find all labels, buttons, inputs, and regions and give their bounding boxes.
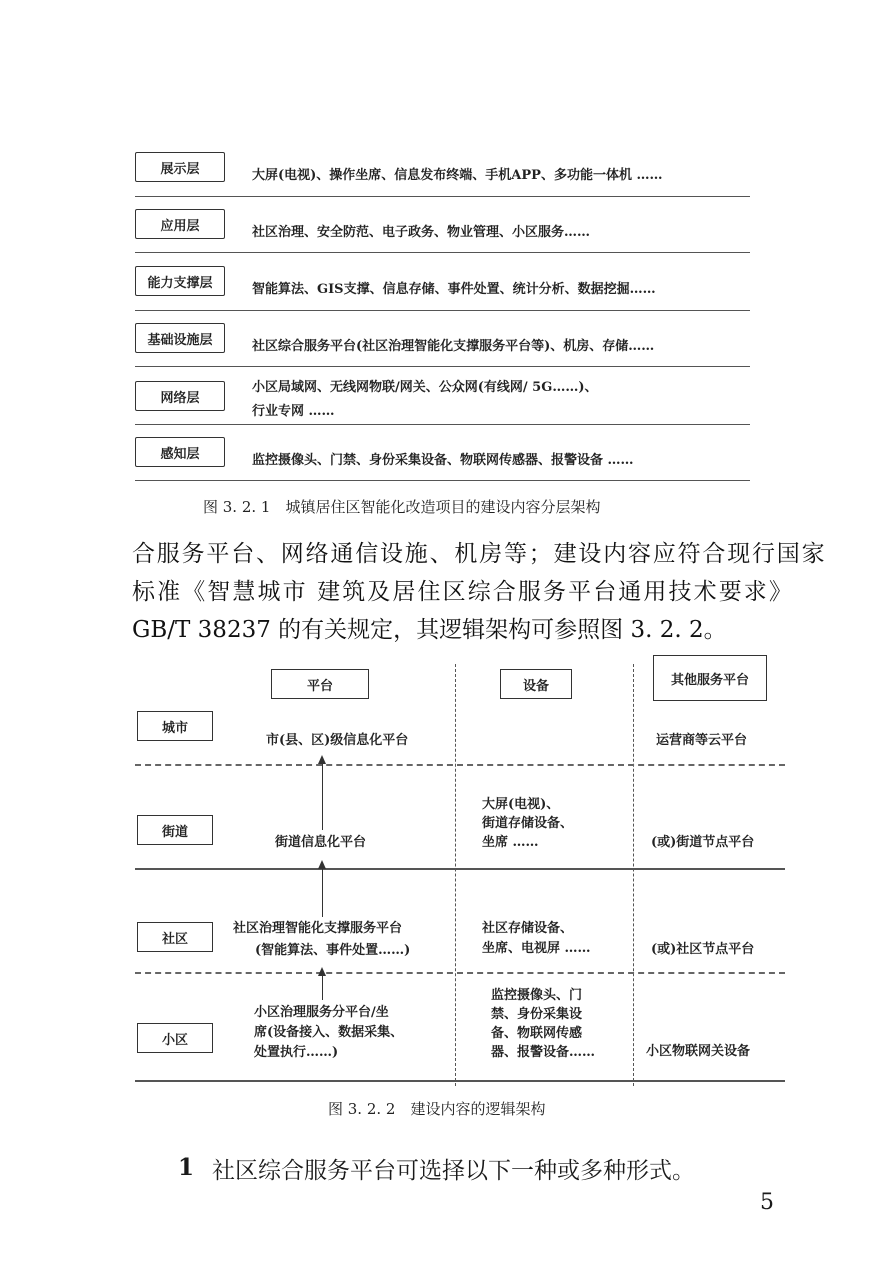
divider [135, 310, 750, 311]
layer-label-presentation: 展示层 [135, 152, 225, 182]
column-divider [455, 664, 456, 1086]
arrow-shaft [322, 762, 323, 830]
arrow-up-icon [318, 755, 326, 764]
platform-city: 市(县、区)级信息化平台 [266, 733, 409, 748]
layer-content-infrastructure: 社区综合服务平台(社区治理智能化支撑服务平台等)、机房、存储…… [252, 339, 655, 354]
arrow-shaft [322, 974, 323, 1000]
device-estate-line3: 备、物联网传感 [491, 1026, 583, 1041]
device-community-line1: 社区存储设备、 [482, 921, 574, 936]
layer-label-infrastructure: 基础设施层 [135, 323, 225, 353]
device-street-line2: 街道存储设备、 [482, 816, 574, 831]
arrow-shaft [322, 867, 323, 917]
platform-street: 街道信息化平台 [275, 835, 367, 850]
header-platform: 平台 [271, 669, 369, 699]
layer-content-network-line1: 小区局域网、无线网物联/网关、公众网(有线网/ 5G……)、 [252, 380, 598, 395]
layer-label-capability: 能力支撑层 [135, 266, 225, 296]
layer-content-presentation: 大屏(电视)、操作坐席、信息发布终端、手机APP、多功能一体机 …… [252, 168, 663, 183]
device-street-line1: 大屏(电视)、 [482, 797, 560, 812]
layer-content-sensing: 监控摄像头、门禁、身份采集设备、物联网传感器、报警设备 …… [252, 453, 634, 468]
other-street: (或)街道节点平台 [651, 835, 755, 850]
divider [135, 480, 750, 481]
header-other-platforms: 其他服务平台 [653, 655, 767, 701]
layer-label-sensing: 感知层 [135, 437, 225, 467]
row-divider [135, 868, 785, 870]
other-city: 运营商等云平台 [656, 733, 748, 748]
paragraph-line: 合服务平台、网络通信设施、机房等；建设内容应符合现行国家 [132, 541, 827, 567]
layer-label-application: 应用层 [135, 209, 225, 239]
level-city: 城市 [137, 711, 213, 741]
arrow-up-icon [318, 860, 326, 869]
divider [135, 424, 750, 425]
device-estate-line1: 监控摄像头、门 [491, 988, 583, 1003]
page-number: 5 [760, 1190, 774, 1215]
figure-caption-2: 图 3. 2. 2 建设内容的逻辑架构 [328, 1100, 546, 1118]
divider [135, 252, 750, 253]
other-community: (或)社区节点平台 [651, 942, 755, 957]
divider [135, 366, 750, 367]
device-community-line2: 坐席、电视屏 …… [482, 941, 591, 956]
row-divider [135, 972, 785, 974]
platform-community-line1: 社区治理智能化支撑服务平台 [233, 921, 403, 936]
row-divider [135, 1080, 785, 1082]
layer-content-capability: 智能算法、GIS支撑、信息存储、事件处置、统计分析、数据挖掘…… [252, 282, 656, 297]
platform-estate-line2: 席(设备接入、数据采集、 [254, 1025, 404, 1040]
level-community: 社区 [137, 922, 213, 952]
layer-label-network: 网络层 [135, 381, 225, 411]
item-number: 1 [178, 1154, 195, 1181]
column-divider [633, 664, 634, 1086]
level-street: 街道 [137, 815, 213, 845]
level-estate: 小区 [137, 1023, 213, 1053]
divider [135, 196, 750, 197]
device-estate-line2: 禁、身份采集设 [491, 1007, 583, 1022]
paragraph-line: GB/T 38237 的有关规定，其逻辑架构可参照图 3. 2. 2。 [132, 617, 727, 643]
item-text: 社区综合服务平台可选择以下一种或多种形式。 [212, 1158, 695, 1184]
layer-content-application: 社区治理、安全防范、电子政务、物业管理、小区服务…… [252, 225, 591, 240]
platform-community-line2: (智能算法、事件处置……) [255, 943, 411, 958]
other-estate: 小区物联网关设备 [646, 1044, 751, 1059]
layer-content-network-line2: 行业专网 …… [252, 404, 335, 419]
arrow-up-icon [318, 967, 326, 976]
platform-estate-line1: 小区治理服务分平台/坐 [254, 1005, 389, 1020]
device-street-line3: 坐席 …… [482, 835, 539, 850]
device-estate-line4: 器、报警设备…… [491, 1045, 596, 1060]
figure-caption-1: 图 3. 2. 1 城镇居住区智能化改造项目的建设内容分层架构 [203, 498, 601, 516]
paragraph-line: 标准《智慧城市 建筑及居住区综合服务平台通用技术要求》 [132, 579, 795, 605]
header-device: 设备 [500, 669, 572, 699]
row-divider [135, 764, 785, 766]
platform-estate-line3: 处置执行……) [254, 1045, 339, 1060]
